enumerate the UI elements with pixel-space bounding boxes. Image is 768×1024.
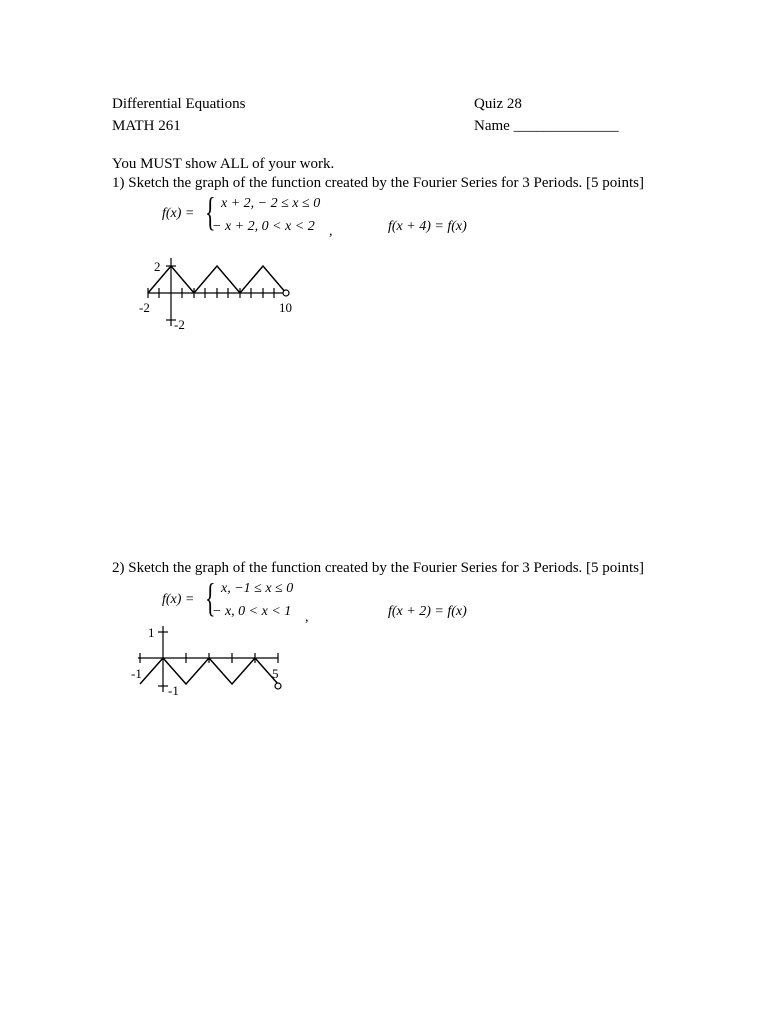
course-title: Differential Equations [112,96,246,112]
problem-1-comma: , [329,224,333,239]
problem-2-label-ymax: 1 [148,625,155,640]
problem-2-brace: { [205,575,216,620]
name-blank: ______________ [513,118,619,134]
problem-2-case-2: − x, 0 < x < 1 [212,604,292,619]
problem-2-comma: , [305,610,309,625]
problem-2-label-xmax: 5 [272,666,279,681]
problem-1-case-2: − x + 2, 0 < x < 2 [212,219,315,234]
name-label: Name [474,118,510,134]
problem-1-graph [130,250,310,340]
problem-2-label-ymin: -1 [168,683,179,698]
problem-2-open-endpoint [275,683,281,689]
problem-2-prompt: 2) Sketch the graph of the function created by the Fourier Series for 3 Periods. [5 points] [112,560,644,576]
course-code: MATH 261 [112,118,181,134]
problem-1-case-1: x + 2, − 2 ≤ x ≤ 0 [221,196,321,211]
problem-2-label-xmin: -1 [131,666,142,681]
problem-2-case-1: x, −1 ≤ x ≤ 0 [221,581,294,596]
instructions: You MUST show ALL of your work. [112,156,335,172]
problem-1-periodicity: f(x + 4) = f(x) [388,219,467,234]
problem-1-brace: { [205,189,216,234]
problem-2-graph [128,622,298,702]
quiz-number: Quiz 28 [474,96,522,112]
problem-1-label-ymax: 2 [154,259,161,274]
problem-1-label-xmin: -2 [139,300,150,315]
problem-2-periodicity: f(x + 2) = f(x) [388,604,467,619]
problem-1-label-xmax: 10 [279,300,292,315]
problem-1-fx: f(x) = [162,206,195,221]
problem-1-prompt: 1) Sketch the graph of the function created by the Fourier Series for 3 Periods. [5 points] [112,175,644,191]
problem-2-fx: f(x) = [162,592,195,607]
problem-1-open-endpoint [283,290,289,296]
problem-1-label-ymin: -2 [174,317,185,332]
name-field [474,117,619,135]
